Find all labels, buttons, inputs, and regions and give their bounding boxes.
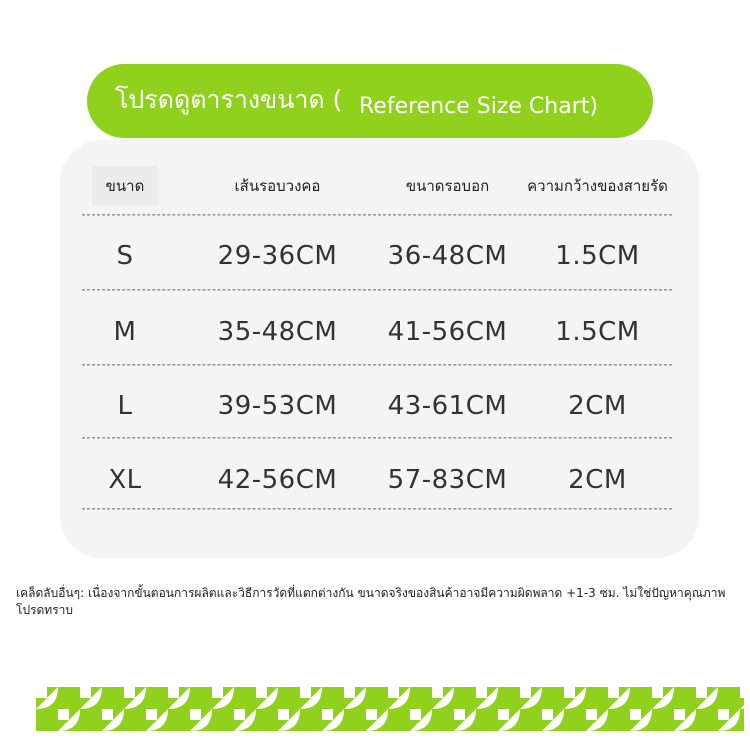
title-thai: โปรดดูตารางขนาด ( <box>115 85 343 114</box>
cell-strap: 2CM <box>568 391 627 421</box>
cell-chest: 57-83CM <box>387 465 508 495</box>
table-row <box>60 234 699 278</box>
row-divider <box>82 364 672 366</box>
cell-neck: 35-48CM <box>217 317 338 347</box>
table-row <box>60 458 699 502</box>
cell-size: L <box>117 391 133 421</box>
cell-size: S <box>116 241 134 271</box>
cell-strap: 1.5CM <box>555 241 640 271</box>
header-chest: ขนาดรอบอก <box>405 177 490 195</box>
row-divider <box>82 214 672 216</box>
row-divider <box>82 508 672 510</box>
cell-chest: 43-61CM <box>387 391 508 421</box>
cell-strap: 2CM <box>568 465 627 495</box>
cell-neck: 39-53CM <box>217 391 338 421</box>
size-table <box>60 140 699 558</box>
checker-strip-decoration <box>36 687 744 731</box>
title-banner <box>87 64 653 138</box>
row-divider <box>82 437 672 439</box>
cell-size: M <box>113 317 137 347</box>
cell-size: XL <box>108 465 142 495</box>
row-divider <box>82 289 672 291</box>
table-row <box>60 310 699 354</box>
table-row <box>60 384 699 428</box>
header-size: ขนาด <box>92 166 158 206</box>
cell-chest: 36-48CM <box>387 241 508 271</box>
header-neck: เส้นรอบวงคอ <box>234 177 321 195</box>
title-english: Reference Size Chart) <box>359 94 598 119</box>
table-header-row <box>60 166 699 206</box>
cell-neck: 29-36CM <box>217 241 338 271</box>
cell-neck: 42-56CM <box>217 465 338 495</box>
header-strap-width: ความกว้างของสายรัด <box>527 177 668 195</box>
measurement-note: เคล็ดลับอื่นๆ: เนื่องจากขั้นตอนการผลิตและวิธีการวัดที่แตกต่างกัน ขนาดจริงของสินค้าอาจมีความผิดพลาด +1-3 ซม. ไม่ใช่ปัญหาคุณภาพ โปรดทราบ <box>16 586 726 617</box>
cell-strap: 1.5CM <box>555 317 640 347</box>
cell-chest: 41-56CM <box>387 317 508 347</box>
